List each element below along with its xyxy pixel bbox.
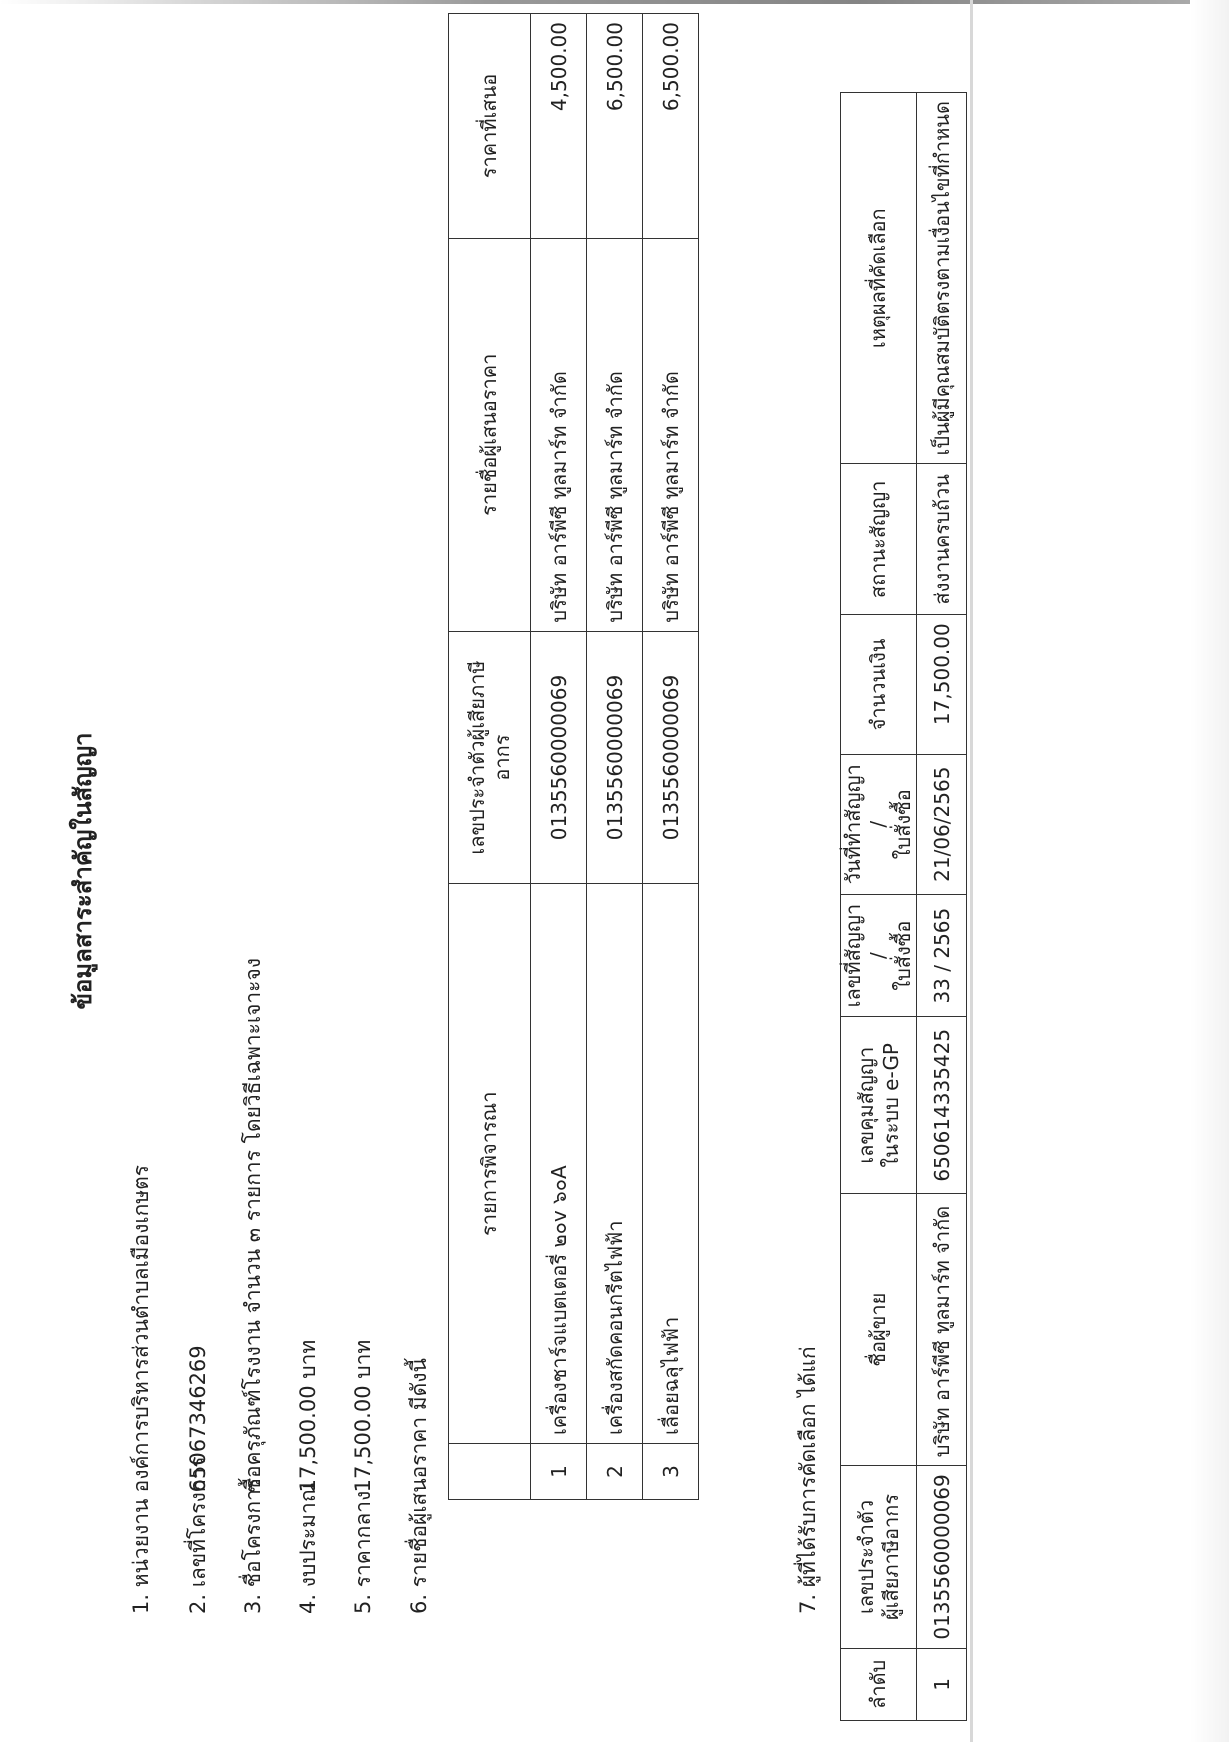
info-label: 5. ราคากลาง bbox=[351, 1490, 375, 1614]
info-row-project-no bbox=[182, 1345, 215, 1614]
section-6-heading: 6. รายชื่อผู้เสนอราคา มีดังนี้ bbox=[407, 1358, 431, 1614]
cell-tax-id: 0135560000069 bbox=[531, 631, 587, 884]
col-header-price: ราคาที่เสนอ bbox=[449, 14, 531, 239]
cell-contract-no: 33 / 2565 bbox=[917, 894, 967, 1017]
document-title: ข้อมูลสาระสำคัญในสัญญา bbox=[69, 732, 97, 1010]
section-7-heading: 7. ผู้ที่ได้รับการคัดเลือก ได้แก่ bbox=[796, 1346, 820, 1614]
cell-date: 21/06/2565 bbox=[917, 754, 967, 894]
col-header-status: สถานะสัญญา bbox=[841, 464, 917, 615]
info-value: องค์การบริหารส่วนตำบลเมืองเกษตร bbox=[129, 1164, 153, 1493]
table-header-row bbox=[449, 14, 531, 1500]
cell-price: 4,500.00 bbox=[531, 14, 587, 239]
cell-tax-id: 0135560000069 bbox=[643, 631, 699, 884]
cell-egp: 650614335425 bbox=[917, 1017, 967, 1194]
col-header-egp bbox=[841, 1017, 917, 1194]
selected-supplier-table bbox=[840, 92, 967, 1721]
cell-bidder: บริษัท อาร์พีซี ทูลมาร์ท จำกัด bbox=[643, 238, 699, 631]
info-row-median-price bbox=[347, 1340, 380, 1614]
cell-tax-id: 0135560000069 bbox=[587, 631, 643, 884]
info-row-budget bbox=[292, 1340, 325, 1614]
col-header-date bbox=[841, 754, 917, 894]
col-header-seller: ชื่อผู้ขาย bbox=[841, 1194, 917, 1466]
col-header-reason: เหตุผลที่คัดเลือก bbox=[841, 93, 917, 464]
cell-no: 2 bbox=[587, 1444, 643, 1500]
cell-amount: 17,500.00 bbox=[917, 615, 967, 754]
cell-bidder: บริษัท อาร์พีซี ทูลมาร์ท จำกัด bbox=[531, 238, 587, 631]
info-label: 1. หน่วยงาน bbox=[129, 1498, 153, 1614]
col-header-item: รายการพิจารณา bbox=[449, 884, 531, 1444]
col-header-contract-no bbox=[841, 894, 917, 1017]
cell-no: 3 bbox=[643, 1444, 699, 1500]
table-row bbox=[917, 93, 967, 1721]
info-label: 3. ชื่อโครงการ bbox=[241, 1477, 265, 1614]
header-line: ในระบบ e-GP bbox=[878, 1043, 903, 1168]
bidders-table bbox=[448, 13, 699, 1500]
info-value: 17,500.00 บาท bbox=[296, 1339, 320, 1493]
cell-price: 6,500.00 bbox=[587, 14, 643, 239]
col-header-tax-id: เลขประจำตัวผู้เสียภาษีอากร bbox=[449, 631, 531, 884]
info-label: 2. เลขที่โครงการ bbox=[186, 1456, 210, 1614]
cell-item: เครื่องชาร์จแบตเตอรี่ ๒๐v ๖๐A bbox=[531, 884, 587, 1444]
cell-no: 1 bbox=[917, 1648, 967, 1720]
info-row-agency bbox=[125, 1165, 158, 1614]
info-value: ซื้อครุภัณฑ์โรงงาน จำนวน ๓ รายการ โดยวิธีเฉพาะเจาะจง bbox=[241, 957, 265, 1493]
header-line: เลขคุมสัญญา bbox=[853, 1046, 878, 1164]
table-row bbox=[643, 14, 699, 1500]
cell-item: เลื่อยฉลุไฟฟ้า bbox=[643, 884, 699, 1444]
col-header-no bbox=[449, 1444, 531, 1500]
cell-seller: บริษัท อาร์พีซี ทูลมาร์ท จำกัด bbox=[917, 1194, 967, 1466]
table-row bbox=[531, 14, 587, 1500]
info-value: 17,500.00 บาท bbox=[351, 1339, 375, 1493]
cell-reason: เป็นผู้มีคุณสมบัติตรงตามเงื่อนไขที่กำหนด bbox=[917, 93, 967, 464]
header-line: ผู้เสียภาษีอากร bbox=[878, 1493, 903, 1621]
cell-tax-id: 0135560000069 bbox=[917, 1466, 967, 1648]
table-row bbox=[587, 14, 643, 1500]
cell-item: เครื่องสกัดคอนกรีตไฟฟ้า bbox=[587, 884, 643, 1444]
col-header-tax-id bbox=[841, 1466, 917, 1648]
header-line: ใบสั่งซื้อ bbox=[891, 920, 915, 991]
col-header-bidder: รายชื่อผู้เสนอราคา bbox=[449, 238, 531, 631]
cell-status: ส่งงานครบถ้วน bbox=[917, 464, 967, 615]
col-header-amount: จำนวนเงิน bbox=[841, 615, 917, 754]
cell-bidder: บริษัท อาร์พีซี ทูลมาร์ท จำกัด bbox=[587, 238, 643, 631]
info-row-project-name bbox=[237, 958, 270, 1614]
header-line: เลขประจำตัว bbox=[853, 1499, 878, 1615]
col-header-no: ลำดับ bbox=[841, 1648, 917, 1720]
header-line: วันที่ทำสัญญา / bbox=[841, 764, 890, 885]
cell-no: 1 bbox=[531, 1444, 587, 1500]
table-header-row bbox=[841, 93, 917, 1721]
cell-price: 6,500.00 bbox=[643, 14, 699, 239]
info-label: 4. งบประมาณ bbox=[296, 1482, 320, 1614]
info-value: 65067346269 bbox=[186, 1345, 210, 1493]
header-line: ใบสั่งซื้อ bbox=[891, 789, 915, 860]
header-line: เลขที่สัญญา / bbox=[841, 903, 890, 1008]
